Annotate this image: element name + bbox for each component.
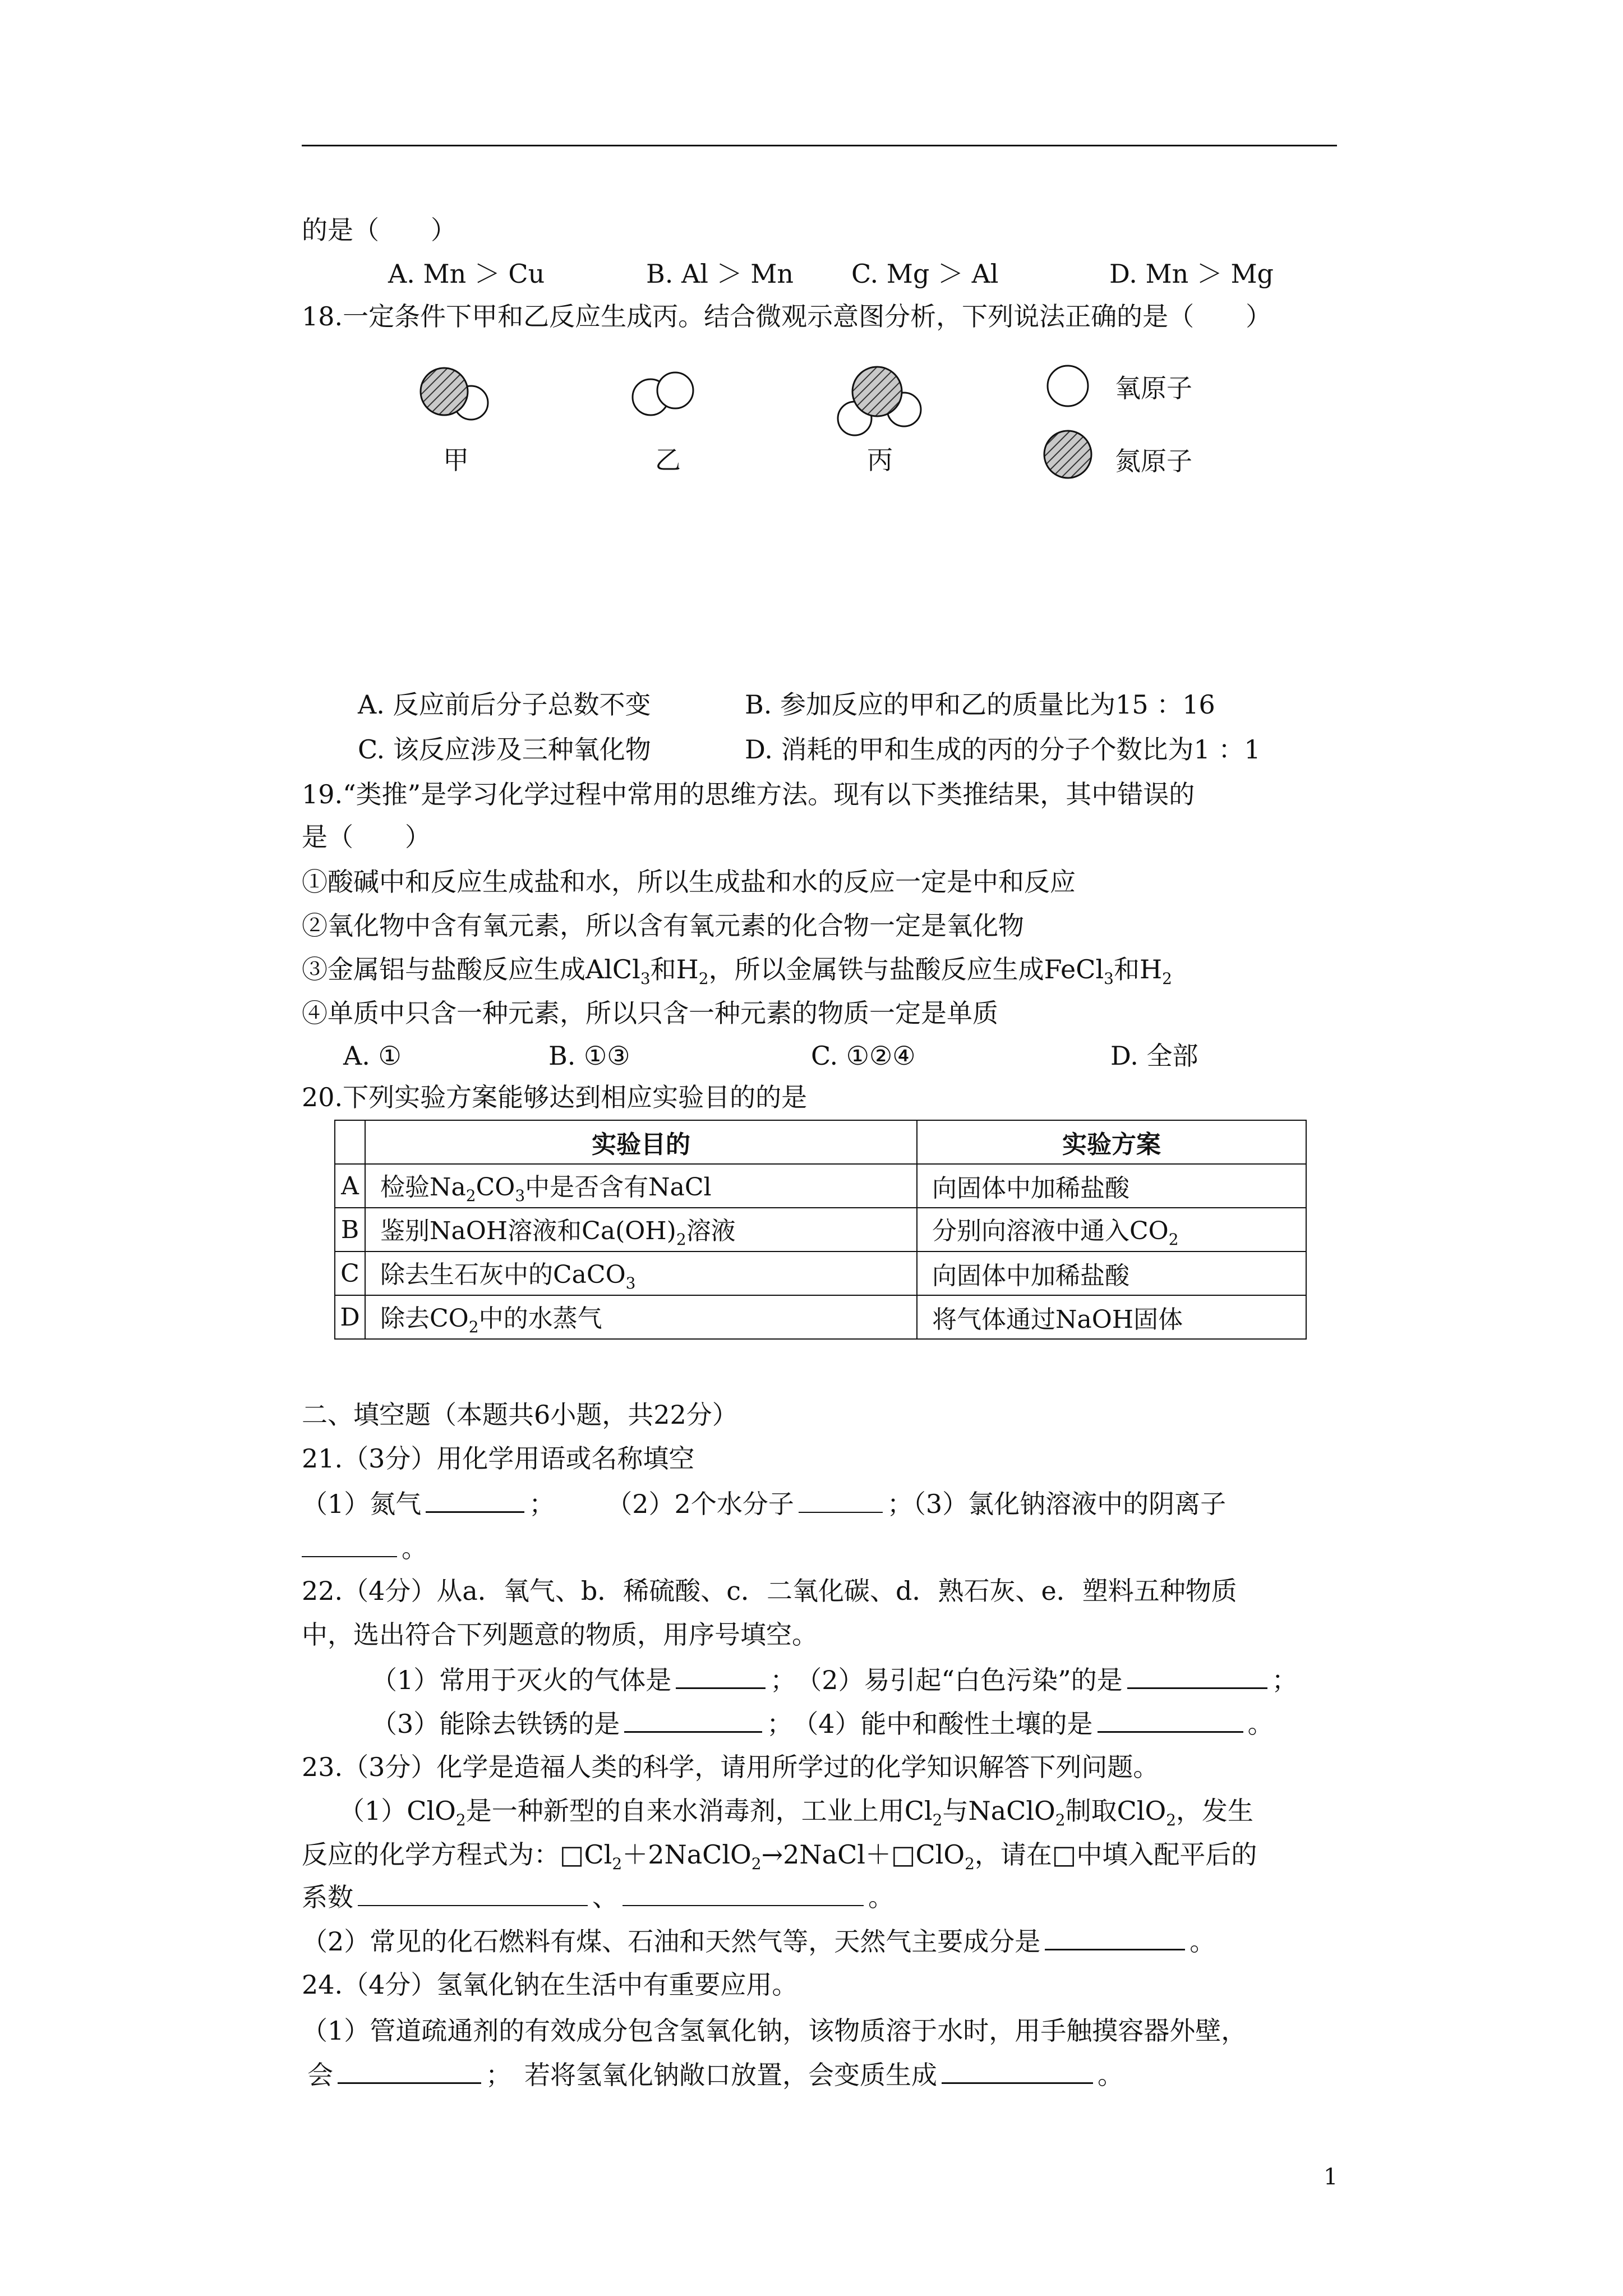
q19-option-b: B. ①③	[548, 1041, 630, 1071]
experiment-table	[334, 1120, 1307, 1340]
label-bing: 丙	[867, 445, 893, 475]
text: 反应的化学方程式为：□Cl	[302, 1839, 612, 1870]
subscript: 2	[932, 1811, 943, 1830]
row-plan: 向固体中加稀盐酸	[917, 1164, 1306, 1208]
q19-stem-1: 19.“类推”是学习化学过程中常用的思维方法。现有以下类推结果，其中错误的	[302, 779, 1195, 809]
q19-option-d: D. 全部	[1110, 1041, 1198, 1071]
text: 系数	[302, 1882, 353, 1912]
legend-nitrogen-label: 氮原子	[1115, 446, 1192, 476]
answer-blank[interactable]	[799, 1487, 883, 1513]
row-plan: 向固体中加稀盐酸	[917, 1251, 1306, 1295]
q24-stem: 24.（4分）氢氧化钠在生活中有重要应用。	[302, 1970, 798, 2000]
q17-option-c: C. Mg ＞ Al	[851, 259, 999, 289]
q18-option-a: A. 反应前后分子总数不变	[358, 689, 651, 720]
q21-line-1	[302, 1487, 1226, 1521]
text: 中是否含有NaCl	[525, 1173, 712, 1202]
text: 分别向溶液中通入CO	[932, 1217, 1169, 1246]
row-plan	[917, 1208, 1306, 1251]
table-header-blank	[335, 1120, 365, 1164]
text: 、	[592, 1882, 618, 1912]
q17-tail: 的是（ ）	[302, 215, 457, 245]
text: 制取ClO	[1065, 1796, 1166, 1826]
subscript: 2	[465, 1186, 476, 1205]
table-header-row	[335, 1120, 1306, 1164]
q23-stem: 23.（3分）化学是造福人类的科学，请用所学过的化学知识解答下列问题。	[302, 1752, 1159, 1782]
header-rule	[302, 145, 1337, 146]
q22-line-2	[371, 1706, 1274, 1741]
table-row	[335, 1164, 1306, 1208]
text: 会	[307, 2060, 333, 2090]
text: （1）氮气	[302, 1489, 422, 1519]
nitrogen-atom-icon	[852, 367, 902, 416]
subscript: 3	[625, 1273, 636, 1292]
text: 检验Na	[380, 1173, 466, 1202]
text: （3）能除去铁锈的是	[371, 1709, 620, 1739]
molecule-yi	[633, 372, 693, 415]
subscript: 2	[1055, 1811, 1066, 1830]
q23-line-2	[302, 1838, 1257, 1881]
subscript: 2	[751, 1855, 762, 1874]
table-row	[335, 1295, 1306, 1339]
answer-blank[interactable]	[624, 1706, 762, 1733]
subscript: 2	[1162, 969, 1172, 988]
text: 。	[402, 1533, 427, 1563]
q21-stem: 21.（3分）用化学用语或名称填空	[302, 1443, 695, 1474]
text: 。	[868, 1882, 894, 1912]
q18-stem: 18.一定条件下甲和乙反应生成丙。结合微观示意图分析，下列说法正确的是（ ）	[302, 301, 1272, 332]
row-purpose	[365, 1251, 917, 1295]
text: 鉴别NaOH溶液和Ca(OH)	[380, 1217, 676, 1246]
text: ； （2）易引起“白色污染”的是	[770, 1665, 1123, 1695]
q18-option-b: B. 参加反应的甲和乙的质量比为15 ：16	[745, 689, 1215, 720]
q18-option-c: C. 该反应涉及三种氧化物	[358, 734, 651, 765]
text: 除去生石灰中的CaCO	[380, 1260, 626, 1290]
molecule-jia	[421, 368, 488, 420]
text: 。	[1098, 2060, 1123, 2090]
answer-blank[interactable]	[1045, 1924, 1185, 1950]
row-purpose	[365, 1295, 917, 1339]
q18-option-d: D. 消耗的甲和生成的丙的分子个数比为1 ：1	[745, 734, 1261, 765]
answer-blank[interactable]	[302, 1531, 397, 1557]
legend-oxygen-label: 氧原子	[1115, 373, 1192, 403]
subscript: 2	[698, 969, 709, 988]
q19-statement-4: ④单质中只含一种元素，所以只含一种元素的物质一定是单质	[302, 998, 998, 1028]
nitrogen-atom-icon	[421, 368, 468, 415]
q22-line-1	[371, 1663, 1298, 1697]
text: ； （4）能中和酸性土壤的是	[767, 1709, 1093, 1739]
subscript: 2	[612, 1855, 623, 1874]
q17-option-d: D. Mn ＞ Mg	[1109, 259, 1274, 289]
label-yi: 乙	[655, 445, 681, 475]
text: 中的水蒸气	[478, 1304, 602, 1333]
subscript: 2	[455, 1811, 466, 1830]
page-number: 1	[1324, 2164, 1338, 2190]
subscript: 2	[468, 1317, 479, 1336]
text: 和H	[1114, 954, 1163, 984]
q20-stem: 20.下列实验方案能够达到相应实验目的的是	[302, 1082, 808, 1112]
molecule-diagram	[393, 337, 1234, 482]
table-header-purpose: 实验目的	[365, 1120, 917, 1164]
q19-statement-2: ②氧化物中含有氧元素，所以含有氧元素的化合物一定是氧化物	[302, 910, 1024, 941]
q23-line-3	[302, 1880, 894, 1914]
text: ；（3）氯化钠溶液中的阴离子	[887, 1489, 1227, 1519]
subscript: 2	[1168, 1230, 1179, 1249]
text: CO	[476, 1173, 515, 1202]
row-key: A	[335, 1164, 365, 1208]
row-key: B	[335, 1208, 365, 1251]
legend-nitrogen-icon	[1044, 431, 1091, 478]
subscript: 3	[640, 969, 651, 988]
text: ③金属铝与盐酸反应生成AlCl	[302, 954, 640, 984]
subscript: 3	[1104, 969, 1114, 988]
text: ＋2NaClO	[622, 1839, 751, 1870]
table-row	[335, 1251, 1306, 1295]
text: 是一种新型的自来水消毒剂，工业上用Cl	[465, 1796, 933, 1826]
text: ； 若将氢氧化钠敞口放置，会变质生成	[486, 2060, 937, 2090]
q19-option-c: C. ①②④	[811, 1041, 916, 1071]
row-key: C	[335, 1251, 365, 1295]
legend-oxygen-icon	[1048, 366, 1088, 406]
text: 与NaClO	[942, 1796, 1055, 1826]
q19-statement-3	[302, 953, 1172, 996]
text: （1）ClO	[339, 1796, 456, 1826]
q22-stem-2: 中，选出符合下列题意的物质，用序号填空。	[302, 1619, 818, 1650]
text: ，所以金属铁与盐酸反应生成FeCl	[708, 954, 1104, 984]
text: 。	[1189, 1926, 1216, 1957]
answer-blank[interactable]	[676, 1663, 766, 1689]
oxygen-atom-icon	[657, 372, 693, 408]
text: 除去CO	[380, 1304, 469, 1333]
row-key: D	[335, 1295, 365, 1339]
subscript: 2	[965, 1855, 975, 1874]
text: ，请在□中填入配平后的	[974, 1839, 1257, 1870]
q19-option-a: A. ①	[343, 1041, 402, 1071]
answer-blank[interactable]	[942, 2058, 1093, 2084]
q23-line-4	[302, 1924, 1215, 1958]
subscript: 3	[515, 1186, 525, 1205]
answer-blank[interactable]	[1098, 1706, 1243, 1733]
subscript: 2	[676, 1230, 686, 1249]
text: ；	[1271, 1665, 1298, 1695]
molecule-bing	[838, 367, 921, 435]
answer-blank[interactable]	[426, 1487, 524, 1513]
q24-line-1: （1）管道疏通剂的有效成分包含氢氧化钠，该物质溶于水时，用手触摸容器外壁，	[302, 2016, 1247, 2046]
q17-option-a: A. Mn ＞ Cu	[388, 259, 545, 289]
q19-stem-2: 是（ ）	[302, 822, 431, 852]
text: （1）常用于灭火的气体是	[371, 1665, 672, 1695]
text: ； （2）2个水分子	[529, 1489, 794, 1519]
q19-statement-1: ①酸碱中和反应生成盐和水，所以生成盐和水的反应一定是中和反应	[302, 867, 1076, 897]
table-header-plan: 实验方案	[917, 1120, 1306, 1164]
row-purpose	[365, 1208, 917, 1251]
answer-blank[interactable]	[338, 2058, 481, 2084]
answer-blank[interactable]	[358, 1880, 588, 1906]
text: 溶液	[686, 1217, 736, 1246]
text: ，发生	[1176, 1796, 1254, 1826]
q22-stem-1: 22.（4分）从a．氧气、b．稀硫酸、c．二氧化碳、d．熟石灰、e．塑料五种物质	[302, 1576, 1237, 1606]
answer-blank[interactable]	[623, 1880, 864, 1906]
text: 。	[1247, 1709, 1274, 1739]
q21-line-2	[302, 1531, 427, 1565]
text: （2）常见的化石燃料有煤、石油和天然气等，天然气主要成分是	[302, 1926, 1041, 1957]
section-2-title: 二、填空题（本题共6小题，共22分）	[302, 1400, 738, 1430]
text: →2NaCl＋□ClO	[761, 1839, 965, 1870]
q23-line-1	[339, 1794, 1253, 1837]
answer-blank[interactable]	[1127, 1663, 1267, 1689]
subscript: 2	[1166, 1811, 1177, 1830]
q17-option-b: B. Al ＞ Mn	[646, 259, 794, 289]
text: 和H	[650, 954, 699, 984]
label-jia: 甲	[443, 445, 469, 475]
row-purpose	[365, 1164, 917, 1208]
q24-line-2	[307, 2058, 1123, 2092]
row-plan: 将气体通过NaOH固体	[917, 1295, 1306, 1339]
table-row	[335, 1208, 1306, 1251]
